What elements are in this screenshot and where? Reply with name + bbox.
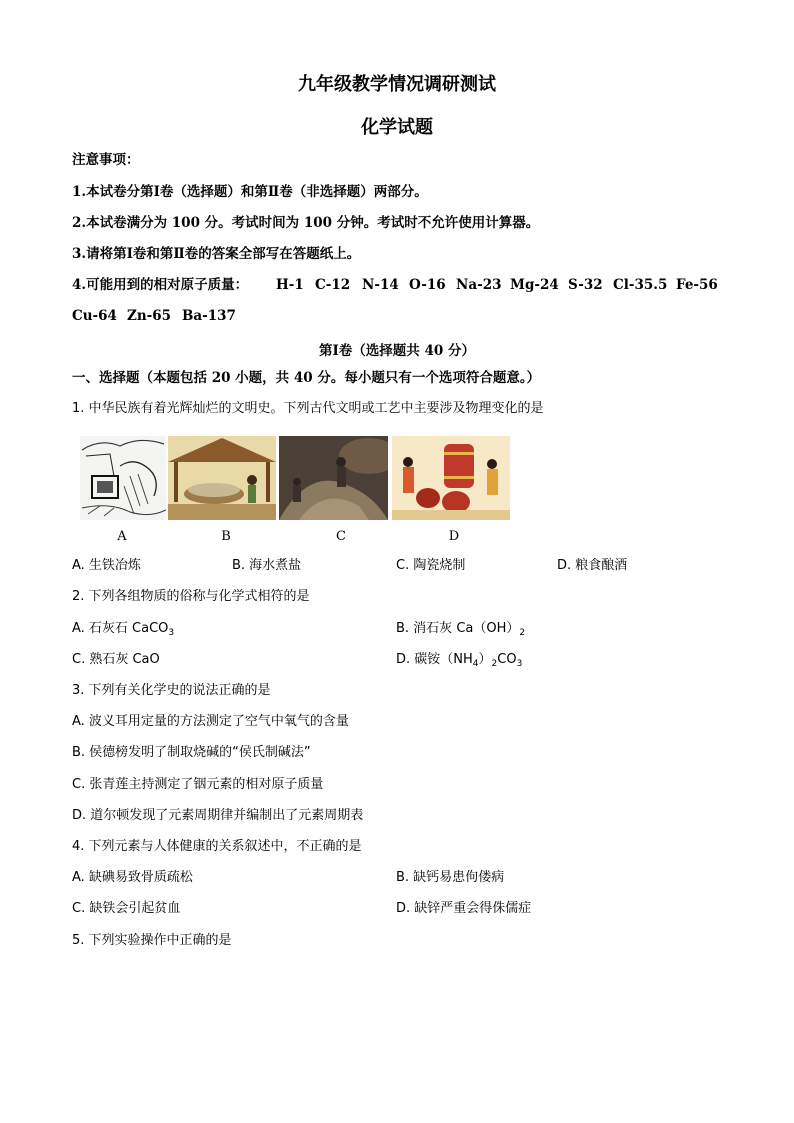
atomic-mass-prefix: 4.可能用到的相对原子质量： (72, 277, 249, 293)
q2-option-d-part2: ） (478, 652, 492, 667)
atomic-mass-na: Na-23 (456, 277, 502, 293)
q1-image-label-a: A (117, 529, 127, 544)
atomic-mass-cu: Cu-64 (72, 308, 117, 324)
q2-option-d-sub3: 3 (516, 659, 523, 669)
q3-stem: 3. 下列有关化学史的说法正确的是 (72, 683, 271, 698)
exam-title: 九年级教学情况调研测试 (298, 74, 496, 95)
q2-option-d-sub2: 2 (491, 659, 498, 669)
q2-option-d-part1: D. 碳铵（NH (396, 652, 473, 667)
q5-stem: 5. 下列实验操作中正确的是 (72, 933, 232, 948)
q3-option-c: C. 张青莲主持测定了铟元素的相对原子质量 (72, 777, 324, 792)
atomic-mass-cl: Cl-35.5 (613, 277, 668, 293)
q2-option-a-text: A. 石灰石 CaCO (72, 621, 169, 636)
exam-subtitle: 化学试题 (361, 117, 433, 138)
q1-image-c (279, 436, 388, 520)
note-item-2: 2.本试卷满分为 100 分。考试时间为 100 分钟。考试时不允许使用计算器。 (72, 215, 540, 231)
q1-image-d (392, 436, 510, 520)
q1-option-d: D. 粮食酿酒 (557, 558, 628, 573)
atomic-mass-o: O-16 (409, 277, 446, 293)
q2-option-d-sub1: 4 (472, 659, 479, 669)
atomic-mass-s: S-32 (568, 277, 603, 293)
atomic-mass-n: N-14 (362, 277, 399, 293)
q4-stem: 4. 下列元素与人体健康的关系叙述中，不正确的是 (72, 839, 362, 854)
q2-option-b (396, 621, 525, 637)
q2-option-d-part3: CO (497, 652, 517, 667)
q1-option-a: A. 生铁冶炼 (72, 558, 141, 573)
q1-option-b: B. 海水煮盐 (232, 558, 302, 573)
q1-image-b (168, 436, 276, 520)
q1-image-label-d: D (448, 529, 460, 544)
notes-heading: 注意事项： (72, 152, 140, 168)
kiln-photo-icon (279, 436, 388, 520)
note-item-1: 1.本试卷分第Ⅰ卷（选择题）和第Ⅱ卷（非选择题）两部分。 (72, 184, 428, 200)
smelting-sketch-icon (80, 436, 166, 520)
q4-option-a: A. 缺碘易致骨质疏松 (72, 870, 193, 885)
atomic-mass-fe: Fe-56 (676, 277, 718, 293)
q2-option-a-sub: 3 (168, 628, 175, 638)
q4-option-c: C. 缺铁会引起贫血 (72, 901, 181, 916)
salt-boiling-icon (168, 436, 276, 520)
atomic-mass-h: H-1 (276, 277, 304, 293)
q2-option-b-text: B. 消石灰 Ca（OH） (396, 621, 520, 636)
q2-option-c: C. 熟石灰 CaO (72, 652, 160, 667)
q2-option-a (72, 621, 174, 637)
part1-heading: 第Ⅰ卷（选择题共 40 分） (318, 343, 475, 359)
q3-option-a: A. 波义耳用定量的方法测定了空气中氧气的含量 (72, 714, 349, 729)
atomic-mass-zn: Zn-65 (127, 308, 172, 324)
atomic-mass-c: C-12 (315, 277, 351, 293)
q1-option-c: C. 陶瓷烧制 (396, 558, 466, 573)
q1-image-a (80, 436, 166, 520)
q1-image-label-b: B (221, 529, 231, 544)
q1-stem: 1. 中华民族有着光辉灿烂的文明史。下列古代文明或工艺中主要涉及物理变化的是 (72, 401, 544, 416)
q2-stem: 2. 下列各组物质的俗称与化学式相符的是 (72, 589, 310, 604)
q2-option-b-sub: 2 (519, 628, 526, 638)
atomic-mass-mg: Mg-24 (510, 277, 559, 293)
q3-option-b: B. 侯德榜发明了制取烧碱的“侯氏制碱法” (72, 745, 311, 760)
note-item-3: 3.请将第Ⅰ卷和第Ⅱ卷的答案全部写在答题纸上。 (72, 246, 361, 262)
q4-option-b: B. 缺钙易患佝偻病 (396, 870, 505, 885)
note-item-4 (72, 277, 248, 293)
q1-image-label-c: C (336, 529, 346, 544)
wine-brewing-icon (392, 436, 510, 520)
q3-option-d: D. 道尔顿发现了元素周期律并编制出了元素周期表 (72, 808, 364, 823)
section-heading: 一、选择题（本题包括 20 小题，共 40 分。每小题只有一个选项符合题意。） (72, 370, 541, 386)
q2-option-d (396, 652, 522, 668)
q4-option-d: D. 缺锌严重会得侏儒症 (396, 901, 532, 916)
atomic-mass-ba: Ba-137 (182, 308, 236, 324)
